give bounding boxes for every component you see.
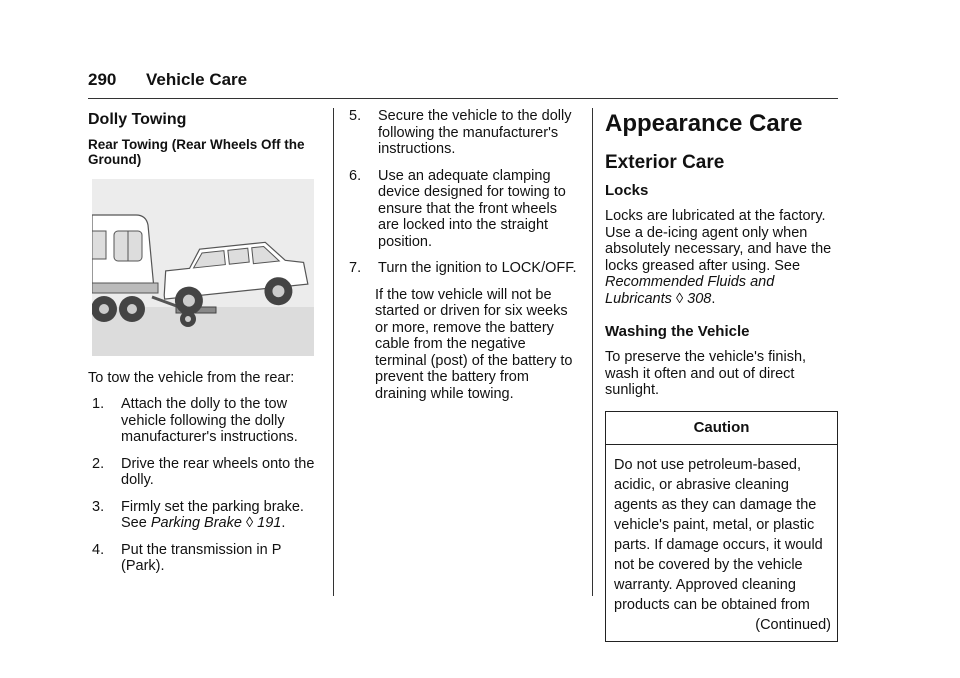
page-header	[88, 70, 838, 90]
column-1	[88, 108, 316, 585]
caution-title: Caution	[606, 412, 837, 446]
towing-illustration-icon	[92, 179, 314, 356]
continued-label: (Continued)	[755, 617, 831, 633]
locks-paragraph: Locks are lubricated at the factory. Use a de-icing agent only when absolutely necessary, and have the locks greased after using. See Recommended Fluids and Lubricants ◊ 308.	[605, 208, 832, 307]
dolly-towing-heading: Dolly Towing	[88, 111, 187, 128]
list-item: 6. Use an adequate clamping device designed for towing to ensure that the front wheels are locked into the straight position.	[349, 167, 566, 250]
towing-intro: To tow the vehicle from the rear:	[88, 369, 295, 386]
column-divider	[333, 108, 334, 596]
fluids-link[interactable]: Recommended Fluids and Lubricants	[605, 274, 775, 307]
list-item: 4. Put the transmission in P (Park).	[92, 541, 282, 574]
column-2	[349, 108, 581, 412]
section-title: Vehicle Care	[146, 70, 248, 89]
appearance-care-title: Appearance Care	[605, 110, 803, 137]
page-number: 290	[88, 70, 117, 89]
parking-brake-link[interactable]: Parking Brake	[150, 515, 242, 531]
header-rule	[88, 98, 838, 99]
list-item: 2. Drive the rear wheels onto the dolly.	[92, 455, 315, 488]
dolly-steps-list-continued	[349, 108, 581, 277]
rear-towing-subheading: Rear Towing (Rear Wheels Off the Ground)	[88, 136, 305, 167]
list-item: 5. Secure the vehicle to the dolly following the manufacturer's instructions.	[349, 108, 572, 157]
column-divider	[592, 108, 593, 596]
page-ref[interactable]: 308	[687, 290, 712, 307]
ref-arrow-icon: ◊	[675, 290, 684, 307]
ref-arrow-icon: ◊	[245, 515, 254, 531]
locks-heading: Locks	[605, 182, 649, 199]
caution-box	[605, 411, 838, 643]
exterior-care-heading: Exterior Care	[605, 152, 725, 173]
dolly-towing-illustration	[92, 179, 314, 356]
dolly-steps-list	[88, 396, 316, 575]
list-item: 1. Attach the dolly to the tow vehicle following the dolly manufacturer's instructions.	[92, 396, 298, 445]
list-item: 3. Firmly set the parking brake. See Parking Brake ◊ 191.	[92, 498, 304, 531]
column-3	[605, 108, 838, 642]
battery-note: If the tow vehicle will not be started or driven for six weeks or more, remove the battery cable from the negative terminal (post) of the battery to prevent the battery from draining while towing.	[375, 286, 573, 402]
page-ref[interactable]: 191	[257, 515, 282, 531]
washing-heading: Washing the Vehicle	[605, 323, 750, 340]
washing-paragraph: To preserve the vehicle's finish, wash it often and out of direct sunlight.	[605, 349, 807, 398]
list-item: 7. Turn the ignition to LOCK/OFF.	[349, 260, 577, 276]
caution-body	[606, 445, 837, 641]
caution-text: Do not use petroleum-based, acidic, or abrasive cleaning agents as they can damage the vehicle's paint, metal, or plastic parts. If damage occurs, it would not be covered by the vehicle warranty. Approved cleaning products can be obtained from	[614, 457, 823, 613]
